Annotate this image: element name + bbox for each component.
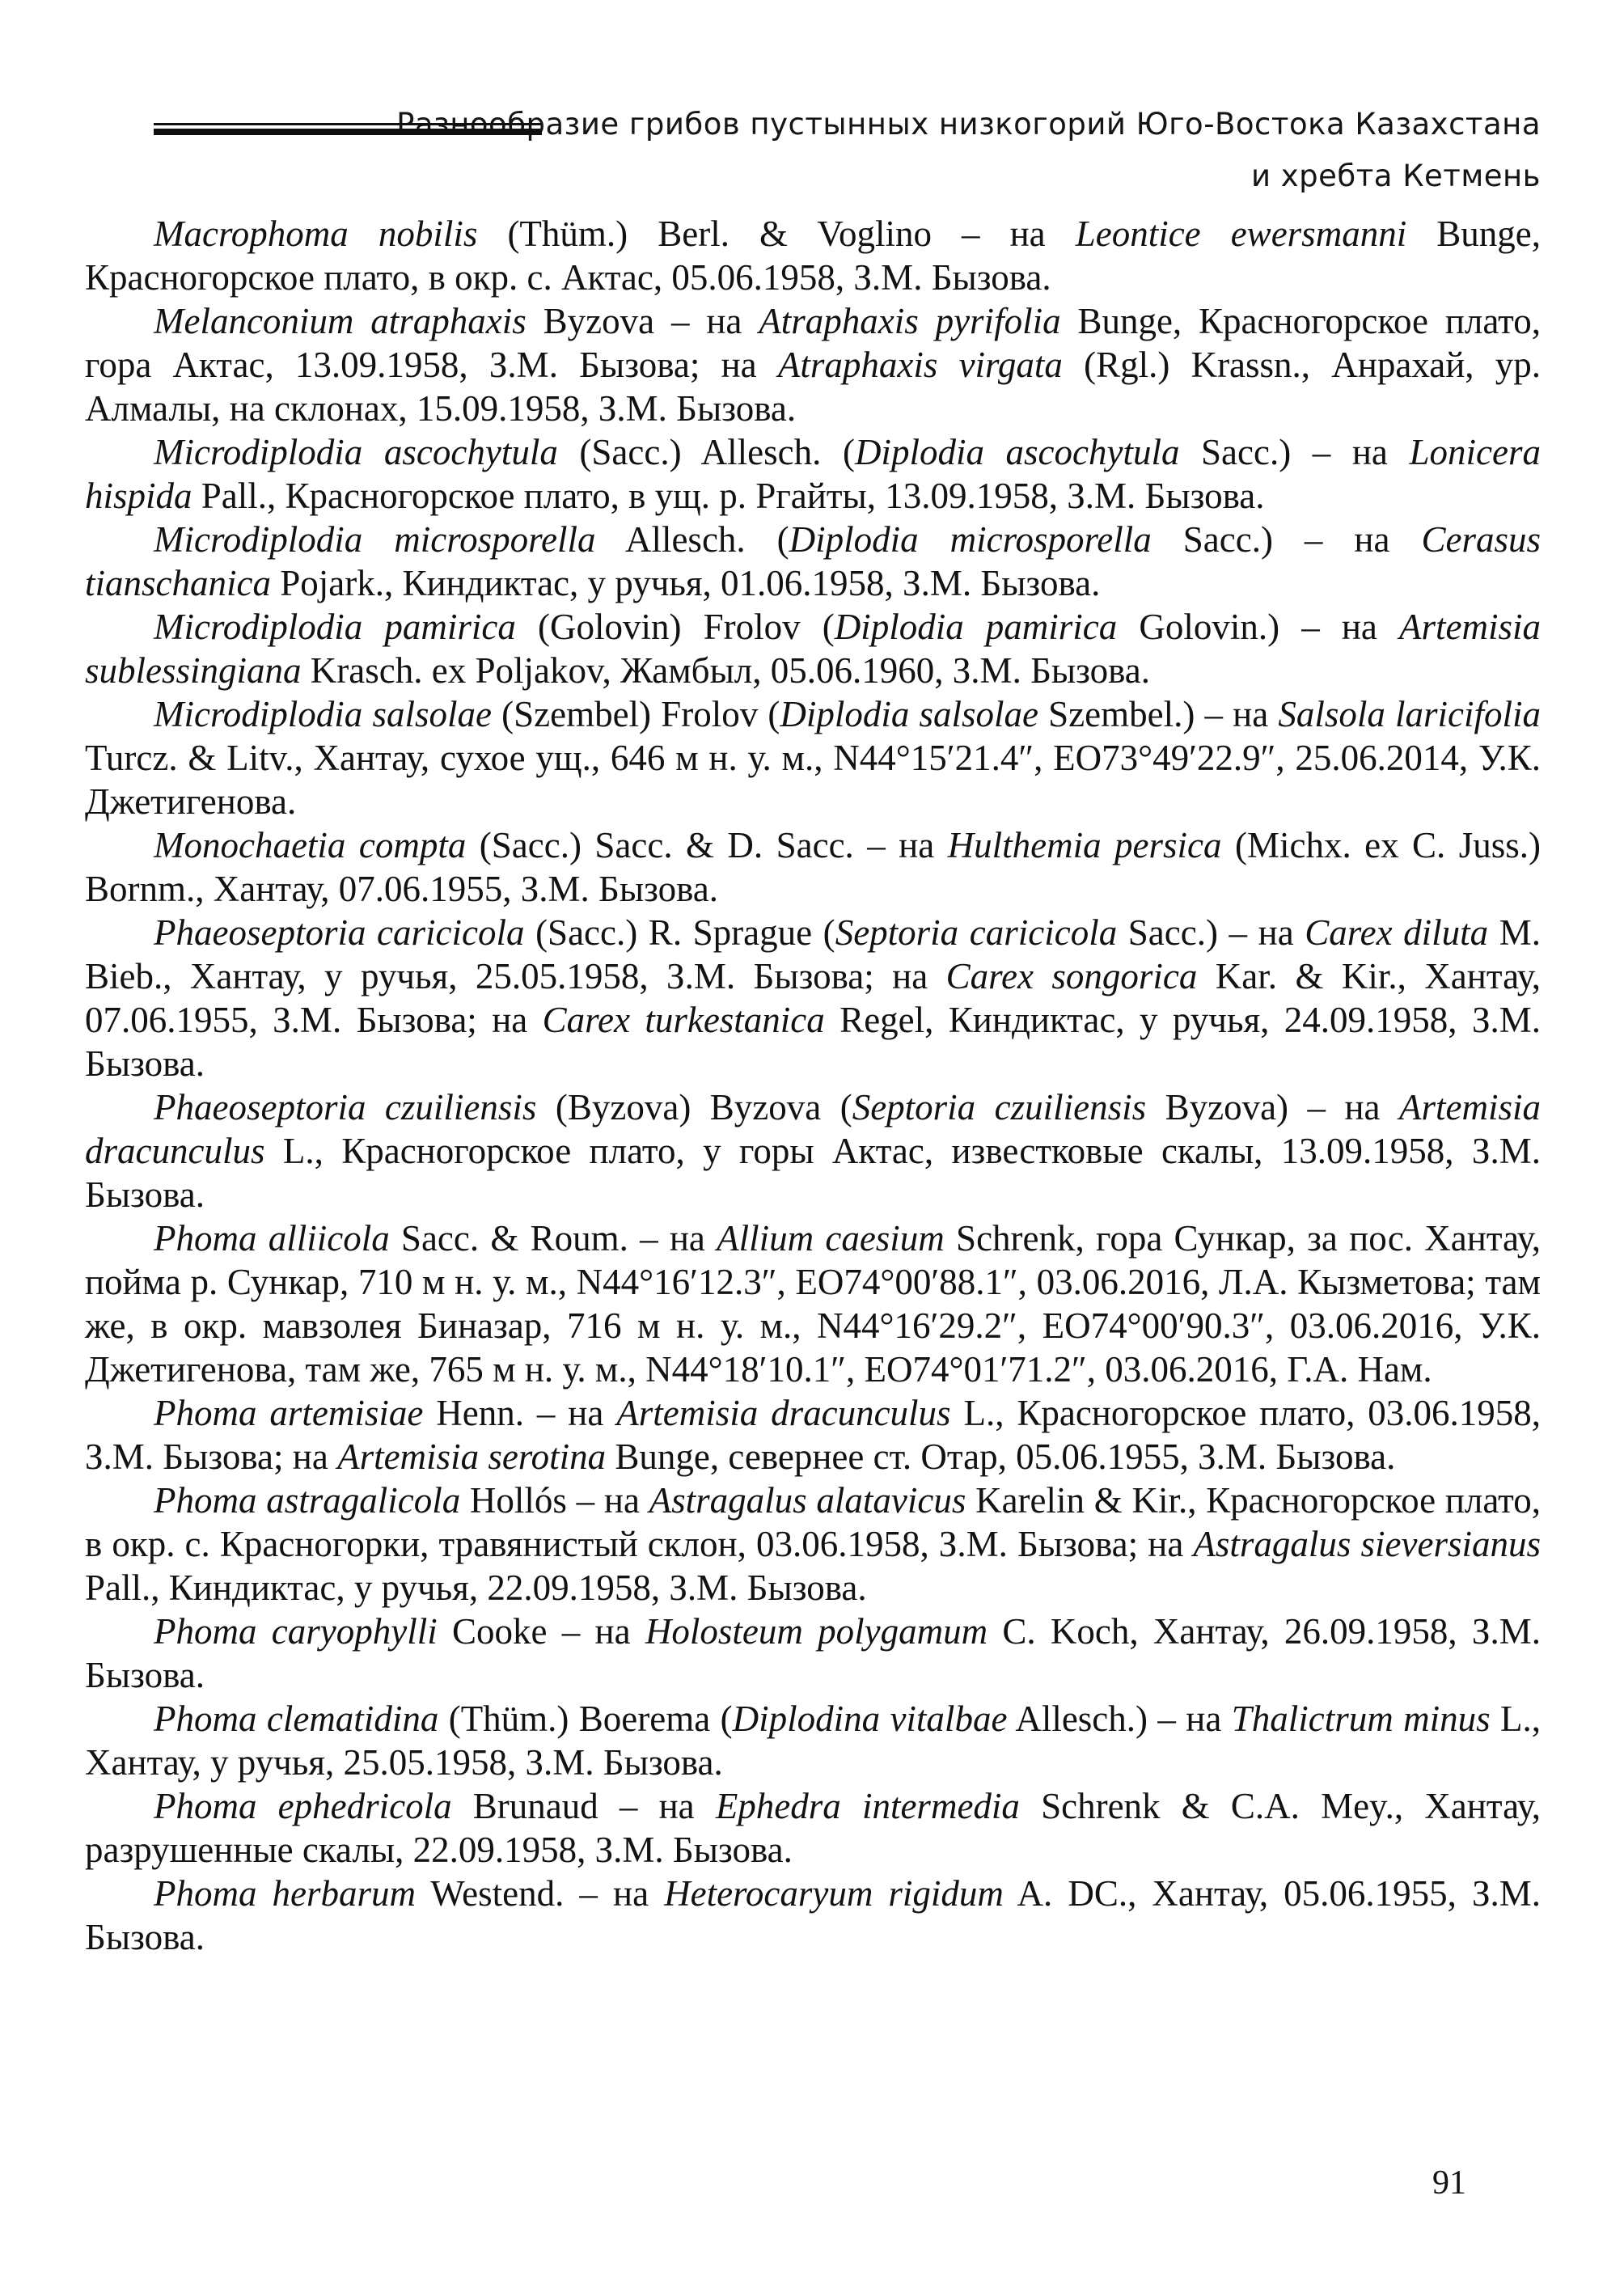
entry-text: Regel, Киндиктас, у ручья, 24.09.1958, З.М. Бызова. (85, 1000, 1541, 1084)
entry-text: Hollós – на (460, 1480, 649, 1521)
entry-text: Pall., Красногорское плато, в ущ. р. Ргайты, 13.09.1958, З.М. Бызова. (192, 476, 1265, 516)
species-name: Septoria czuiliensis (852, 1087, 1147, 1127)
entry-text: Brunaud – на (451, 1786, 716, 1826)
species-name: Lonicera hispida (85, 432, 1541, 516)
species-entry (85, 1697, 1541, 1784)
species-name: Artemisia sublessingiana (85, 607, 1541, 691)
entry-text: (Thüm.) Boerema ( (438, 1699, 733, 1739)
entry-text: Bunge, Красногорское плато, в окр. с. Актас, 05.06.1958, З.М. Бызова. (85, 214, 1542, 298)
species-name: Diplodia ascochytula (854, 432, 1180, 472)
species-name: Thalictrum minus (1231, 1699, 1491, 1739)
species-name: Holosteum polygamum (645, 1611, 988, 1652)
entry-text: (Rgl.) Krassn., Анрахай, ур. Алмалы, на склонах, 15.09.1958, З.М. Бызова. (85, 345, 1542, 429)
species-name: Phoma astragalicola (154, 1480, 461, 1521)
species-name: Microdiplodia microsporella (154, 519, 596, 560)
entry-text: Allesch.) – на (1007, 1699, 1232, 1739)
header-title-line1: Разнообразие грибов пустынных низкогорий Юго-Востока Казахстана (396, 107, 1541, 142)
species-name: Phoma alliicola (154, 1218, 390, 1259)
species-name: Monochaetia compta (154, 825, 467, 865)
species-entry (85, 692, 1541, 823)
species-entry (85, 1872, 1541, 1959)
species-name: Diplodia pamirica (834, 607, 1118, 647)
species-entry (85, 430, 1541, 518)
species-entry (85, 911, 1541, 1085)
entry-text: L., Красногорское плато, 03.06.1958, З.М. Бызова; на (85, 1393, 1542, 1477)
species-name: Phoma caryophylli (154, 1611, 438, 1652)
entry-text: Sacc.) – на (1117, 912, 1305, 953)
entry-text: Pall., Киндиктас, у ручья, 22.09.1958, З.М. Бызова. (85, 1567, 867, 1608)
species-entry (85, 1216, 1541, 1391)
entry-text: M. Bieb., Хантау, у ручья, 25.05.1958, З.М. Бызова; на (85, 912, 1541, 996)
species-entry (85, 212, 1541, 299)
species-name: Phaeoseptoria caricicola (154, 912, 525, 953)
species-name: Cerasus tianschanica (85, 519, 1541, 603)
entry-text: Szembel.) – на (1038, 694, 1279, 734)
species-name: Artemisia dracunculus (85, 1087, 1541, 1171)
entry-text: (Golovin) Frolov ( (515, 607, 835, 647)
species-entry (85, 299, 1541, 430)
entry-text: Sacc.) – на (1151, 519, 1422, 560)
header-rule-icon (154, 123, 542, 135)
species-name: Allium caesium (717, 1218, 945, 1259)
species-name: Artemisia serotina (337, 1436, 607, 1477)
species-name: Salsola laricifolia (1278, 694, 1541, 734)
entry-text: Kar. & Kir., Хантау, 07.06.1955, З.М. Бызова; на (85, 956, 1542, 1040)
entry-text: (Sacc.) Sacc. & D. Sacc. – на (466, 825, 948, 865)
species-name: Microdiplodia salsolae (154, 694, 492, 734)
species-name: Carex diluta (1305, 912, 1489, 953)
species-entry (85, 518, 1541, 605)
entry-text: Sacc.) – на (1179, 432, 1410, 472)
entry-text: A. DC., Хантау, 05.06.1955, З.М. Бызова. (85, 1873, 1542, 1957)
species-name: Microdiplodia ascochytula (154, 432, 558, 472)
species-name: Ephedra intermedia (715, 1786, 1020, 1826)
species-entry (85, 605, 1541, 692)
text-block (85, 212, 1541, 1959)
entry-text: Golovin.) – на (1117, 607, 1399, 647)
species-name: Phoma ephedricola (154, 1786, 452, 1826)
entry-text: Westend. – на (416, 1873, 665, 1914)
species-name: Phoma herbarum (154, 1873, 417, 1914)
species-name: Microdiplodia pamirica (154, 607, 516, 647)
species-entry (85, 1085, 1541, 1216)
entry-text: (Sacc.) Allesch. ( (557, 432, 855, 472)
species-entry (85, 1479, 1541, 1610)
species-name: Hulthemia persica (947, 825, 1222, 865)
species-name: Macrophoma nobilis (154, 214, 478, 254)
species-entry (85, 1391, 1541, 1479)
species-name: Diplodina vitalbae (732, 1699, 1008, 1739)
species-name: Phaeoseptoria czuiliensis (154, 1087, 537, 1127)
species-name: Carex songorica (945, 956, 1198, 996)
entry-text: Krasch. ex Poljakov, Жамбыл, 05.06.1960, З.М. Бызова. (301, 650, 1151, 691)
page-number: 91 (1432, 2164, 1466, 2202)
species-name: Atraphaxis pyrifolia (759, 301, 1061, 341)
species-name: Phoma artemisiae (154, 1393, 424, 1433)
species-entry (85, 1784, 1541, 1872)
species-name: Atraphaxis virgata (777, 345, 1063, 385)
entry-text: Sacc. & Roum. – на (389, 1218, 717, 1259)
entry-text: Schrenk & C.A. Mey., Хантау, разрушенные скалы, 22.09.1958, З.М. Бызова. (85, 1786, 1542, 1870)
entry-text: Bunge, севернее ст. Отар, 05.06.1955, З.М. Бызова. (606, 1436, 1396, 1477)
entry-text: Pojark., Киндиктас, у ручья, 01.06.1958, З.М. Бызова. (270, 563, 1101, 603)
entry-text: Turcz. & Litv., Хантау, сухое ущ., 646 м н. у. м., N44°15′21.4″, EO73°49′22.9″, 25.06.2014, У.К. Джетигенова. (85, 738, 1541, 822)
entry-text: C. Koch, Хантау, 26.09.1958, З.М. Бызова. (85, 1611, 1541, 1695)
entry-text: (Byzova) Byzova ( (536, 1087, 852, 1127)
species-name: Astragalus alatavicus (649, 1480, 966, 1521)
entry-text: Karelin & Kir., Красногорское плато, в окр. с. Красногорки, травянистый склон, 03.06.1958, З.М. Бызова; на (85, 1480, 1542, 1564)
entry-text: (Szembel) Frolov ( (491, 694, 780, 734)
species-name: Carex turkestanica (542, 1000, 825, 1040)
entry-text: Allesch. ( (595, 519, 789, 560)
species-name: Astragalus sieversianus (1193, 1524, 1541, 1564)
entry-text: L., Красногорское плато, у горы Актас, известковые скалы, 13.09.1958, З.М. Бызова. (85, 1131, 1541, 1215)
species-name: Septoria caricicola (835, 912, 1118, 953)
species-name: Artemisia dracunculus (616, 1393, 951, 1433)
entry-text: (Michx. ex C. Juss.) Bornm., Хантау, 07.06.1955, З.М. Бызова. (85, 825, 1541, 909)
species-name: Diplodia salsolae (780, 694, 1038, 734)
species-name: Melanconium atraphaxis (154, 301, 527, 341)
species-name: Diplodia microsporella (789, 519, 1152, 560)
species-entry (85, 823, 1541, 911)
entry-text: L., Хантау, у ручья, 25.05.1958, З.М. Бызова. (85, 1699, 1541, 1783)
entry-text: Henn. – на (423, 1393, 617, 1433)
entry-text: (Sacc.) R. Sprague ( (524, 912, 835, 953)
species-name: Heterocaryum rigidum (664, 1873, 1004, 1914)
page-header (85, 99, 1541, 202)
entry-text: Byzova) – на (1146, 1087, 1399, 1127)
entry-text: Cooke – на (437, 1611, 645, 1652)
entry-text: Bunge, Красногорское плато, гора Актас, 13.09.1958, З.М. Бызова; на (85, 301, 1541, 385)
entry-text: Schrenk, гора Сункар, за пос. Хантау, пойма р. Сункар, 710 м н. у. м., N44°16′12.3″, EO74°00′88.1″, 03.06.2016, Л.А. Кызметова; там же, в окр. мавзолея Биназар, 716 м н. у. м., N44°16′29.2″, EO74°00′90.3″, 03.06.2016, У.К. Джетигенова, там же, 765 м н. у. м., N44°18′10.1″, EO74°01′71.2″, 03.06.2016, Г.А. Нам. (85, 1218, 1541, 1390)
entry-text: Byzova – на (526, 301, 759, 341)
species-name: Leontice ewersmanni (1075, 214, 1407, 254)
header-title-line2: и хребта Кетмень (1250, 159, 1541, 193)
species-entry (85, 1610, 1541, 1697)
species-name: Phoma clematidina (154, 1699, 439, 1739)
entry-text: (Thüm.) Berl. & Voglino – на (477, 214, 1076, 254)
